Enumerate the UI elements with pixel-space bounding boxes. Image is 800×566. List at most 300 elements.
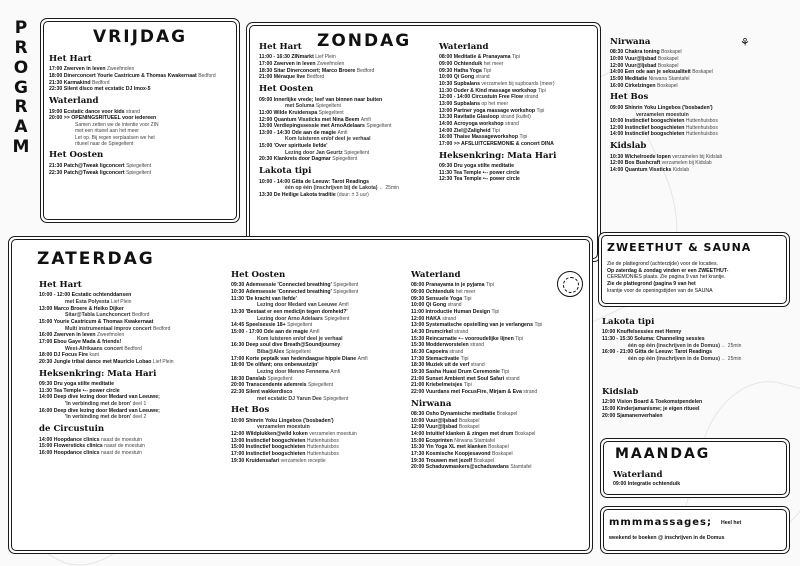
panel-zaterdag <box>8 236 593 554</box>
venue: Boskapel <box>458 417 480 424</box>
venue: Tipi <box>501 368 510 375</box>
venue: strand (kuifel) <box>500 114 531 121</box>
event: Silent disco met ecstatic DJ Imox-5 <box>63 86 151 93</box>
event: Gitta de Leeuw: Tarot Readings <box>634 349 713 356</box>
schedule-row <box>231 438 411 445</box>
location-heading: Het Hart <box>39 281 82 290</box>
event: Muziek uit de verf <box>425 362 470 369</box>
schedule-row <box>259 136 435 143</box>
venue: strand <box>447 302 462 309</box>
time: 18:00 <box>231 362 245 369</box>
event: Lezing door Arno Adelaars <box>257 315 323 322</box>
schedule-row <box>231 424 411 431</box>
event: Knuffelsessies met Henny <box>616 329 682 336</box>
time: 10:00 <box>231 417 245 424</box>
time: 12:00 - 14:00 <box>439 94 471 101</box>
location-heading: Lakota tipi <box>602 318 655 327</box>
time: 14:30 <box>411 329 425 336</box>
panel-massages <box>600 506 790 554</box>
time: 09:00 <box>610 104 624 111</box>
schedule-row <box>231 336 411 343</box>
location-heading: Kidslab <box>610 141 647 152</box>
vrijdag-title: VRIJDAG <box>93 27 188 47</box>
schedule-row <box>39 401 225 408</box>
event: één op één (inschrijven in de Domus) <box>628 356 720 363</box>
event: Kruidensafari <box>245 457 280 464</box>
time: 11:30 <box>439 87 452 94</box>
event: Innerlijke vrede; leef van binnen naar buiten <box>273 96 383 103</box>
time: 14:00 <box>39 436 53 443</box>
zondag-title: ZONDAG <box>317 31 412 51</box>
schedule-row <box>259 74 435 81</box>
time: 19:30 <box>231 457 245 464</box>
schedule-row <box>439 163 599 170</box>
venue: strand <box>470 362 485 369</box>
location-heading: Heksenkring: Mata Hari <box>39 368 157 379</box>
schedule-row <box>411 382 591 389</box>
time: 13:00 - 14:30 <box>259 129 291 136</box>
venue: Tipi <box>515 335 524 342</box>
title-letter: R <box>14 37 28 58</box>
title-letter: P <box>14 18 28 38</box>
schedule-row <box>411 329 591 336</box>
event: Ouder & Kind massage workshop <box>453 87 537 94</box>
event: verzamelen moestuin <box>257 424 310 431</box>
schedule-row <box>411 349 591 356</box>
event: Circustuin Free Flow <box>471 94 523 101</box>
venue: Bedford <box>198 73 216 80</box>
time: 15:00 <box>411 437 425 444</box>
venue: Bedford <box>92 79 110 86</box>
event: Ravitatie Glasloop <box>453 114 499 121</box>
schedule-row <box>259 54 435 61</box>
schedule-row <box>439 101 599 108</box>
venue: Spiegeltent <box>126 162 152 169</box>
event: Ecstatic ochtenddansen <box>71 292 132 299</box>
event: Sensuele Yoga <box>425 295 463 302</box>
event: Tea Temple •-- power circle <box>453 169 520 176</box>
time: 20:00 <box>49 115 63 122</box>
schedule-row <box>610 154 790 161</box>
event: Méraque live <box>273 74 306 81</box>
schedule-row <box>259 110 435 117</box>
time: 10:00 <box>610 118 624 125</box>
schedule-row <box>439 74 599 81</box>
zaterdag-title: ZATERDAG <box>37 249 155 269</box>
schedule-row <box>411 389 591 396</box>
zaterdag-column-2 <box>231 271 411 549</box>
time: 19:30 <box>411 457 425 464</box>
schedule-row <box>602 399 792 406</box>
schedule-row <box>231 289 411 296</box>
schedule-row <box>610 167 790 174</box>
schedule-row <box>411 444 591 451</box>
lakota-column <box>602 318 792 386</box>
event: Chakra toning <box>624 49 660 56</box>
schedule-row <box>231 302 411 309</box>
time: 10:00 - 14:00 <box>259 178 291 185</box>
time: 14:00 <box>39 394 53 401</box>
event: Qi Gong <box>425 302 447 309</box>
zondag-column-1 <box>259 43 435 257</box>
event: Hatha Yoga <box>453 67 482 74</box>
event: Schaduwmaskers@schaduwdans <box>425 464 509 471</box>
event: Quantum Vissticks <box>624 166 672 173</box>
event: Thaise Massageworkshop <box>453 134 519 141</box>
schedule-row <box>439 128 599 135</box>
event: met ecstatic DJ Yarun Dee <box>257 395 322 402</box>
schedule-row <box>610 63 790 70</box>
time: 15:00 <box>610 76 624 83</box>
time: 09:30 <box>439 163 453 170</box>
event: Speelsessie 18+ <box>245 322 286 329</box>
schedule-row <box>39 339 225 346</box>
venue: Spiegeltent <box>315 103 341 110</box>
venue: Tipi <box>534 322 543 329</box>
venue: Tipi <box>463 382 472 389</box>
schedule-row <box>231 342 411 349</box>
time: 15:30 <box>411 444 425 451</box>
venue: strand <box>475 74 490 81</box>
event: Kom luisteren en/of deel je verhaal <box>257 335 343 342</box>
schedule-row <box>610 131 790 138</box>
schedule-row <box>231 329 411 336</box>
venue: (duur: ± 3 uur) <box>337 191 369 198</box>
time: 15:00 - 17:00 <box>231 329 263 336</box>
venue: Tipi <box>463 295 472 302</box>
event: Biba@Alex <box>257 349 285 356</box>
section-note: Let op. Bij regen verplaatsen we het <box>75 134 155 141</box>
schedule-row <box>411 342 591 349</box>
event: Vision Board & Toekomstpendelen <box>616 399 703 406</box>
venue: Huttenhuisbos <box>685 124 718 131</box>
zweethut-line: CEREMONIES plaats. Zie pagina 9 van het krantje. <box>607 274 726 281</box>
time: 11:30 - 15:30 <box>602 336 633 343</box>
venue: verzamelen moestuin <box>309 431 357 438</box>
time: 10:30 <box>231 289 245 296</box>
event: 'De olifant; ons onbewustzijn' <box>245 362 319 369</box>
event: Shinrin Yoku Lingebos ('bosbaden') <box>624 104 713 111</box>
schedule-row <box>411 296 591 303</box>
section-note: Samen zetten we de intentie voor ZIN <box>75 121 159 128</box>
venue: Boskapel <box>473 457 495 464</box>
time: 13:30 <box>231 309 245 316</box>
event: Kriebelmeisjes <box>425 382 463 389</box>
time: 17:00 <box>231 451 245 457</box>
schedule-row <box>411 336 591 343</box>
time: 10:00 <box>411 302 425 309</box>
maandag-title: MAANDAG <box>615 446 711 462</box>
venue: ← 25min <box>721 356 742 363</box>
venue: Tipi <box>536 107 545 114</box>
venue: ← 25min <box>721 342 742 349</box>
venue: het meer <box>455 289 476 296</box>
event: Systematische opstelling van je verlangens <box>425 322 533 329</box>
massages-text: Heel het <box>721 520 742 526</box>
event: West-Afrikaans concert <box>65 345 123 352</box>
schedule-row <box>231 369 411 376</box>
schedule-row <box>610 83 790 90</box>
event: Ecstatic dance voor kids <box>63 108 125 115</box>
schedule-row <box>439 54 599 61</box>
event: Qi Gong <box>453 74 475 81</box>
schedule-row <box>231 431 411 438</box>
schedule-row <box>39 292 225 299</box>
schedule-row <box>231 309 411 316</box>
schedule-row <box>439 170 599 177</box>
event: Instinctief boogschieten <box>245 444 306 451</box>
venue: naast de moestuin <box>101 436 142 443</box>
schedule-row <box>439 94 599 101</box>
event: Instinctief boogschieten <box>624 124 685 131</box>
event: HAKA <box>425 315 441 322</box>
schedule-row <box>39 326 225 333</box>
venue: Zweefmolen <box>97 332 125 339</box>
schedule-row <box>411 431 591 438</box>
venue: Spiegeltent <box>126 169 152 176</box>
schedule-row <box>39 332 225 339</box>
event: Ecoprinten <box>425 437 453 444</box>
schedule-row <box>231 389 411 396</box>
schedule-row <box>411 316 591 323</box>
schedule-row <box>231 362 411 369</box>
time: 13:00 <box>411 322 425 329</box>
location-heading: Waterland <box>439 43 489 52</box>
venue: Spiegeltent <box>323 395 349 402</box>
venue: Amfi <box>330 368 341 375</box>
time: 13:30 <box>439 114 453 121</box>
venue: Huttenhuisbos <box>306 451 339 457</box>
event: Partner yoga massage workshop <box>453 107 536 114</box>
schedule-row <box>602 413 792 420</box>
schedule-row <box>610 125 790 132</box>
event: Dru yoga stilte meditatie <box>53 381 114 388</box>
time: 11:00 <box>259 109 272 116</box>
time: 13:00 <box>231 437 245 444</box>
zweethut-text <box>607 261 787 294</box>
venue: Lief Plein <box>315 54 336 61</box>
schedule-row <box>439 134 599 141</box>
venue: Bedford <box>356 67 375 74</box>
time: 16:00 - 21:00 <box>602 349 634 356</box>
time: 21:00 <box>411 382 425 389</box>
event: Modderworstelen <box>425 342 469 349</box>
event: Zwerven in leven <box>63 66 106 73</box>
venue: Boskapel <box>657 82 678 89</box>
time: 16:00 <box>610 82 624 89</box>
event: Osho Dynamische meditatie <box>425 411 496 418</box>
event: Wildplukken@wild koken <box>245 431 308 438</box>
venue: Boskapel <box>458 424 480 431</box>
venue: Amfi <box>338 302 349 309</box>
venue: strand <box>470 342 485 349</box>
event: Drumcirkel <box>425 329 453 336</box>
venue: strand <box>505 121 519 128</box>
time: 12:00 <box>610 62 624 69</box>
zaterdag-column-3 <box>411 271 591 549</box>
time: 15:30 <box>411 335 425 342</box>
venue: op het meer <box>481 101 509 108</box>
time: 10:30 <box>439 81 453 88</box>
event: Quantum Vissticks met Nina Beem <box>273 116 360 123</box>
schedule-row <box>610 118 790 125</box>
event: Kinderjamanisme; je eigen ritueel <box>616 406 700 413</box>
venue: Tipi <box>460 355 469 362</box>
schedule-row <box>49 109 237 116</box>
event: Meditatie <box>624 76 648 83</box>
event: één op één (inschrijven in de Domus) <box>628 342 720 349</box>
time: 09:30 <box>411 295 425 302</box>
event: 'Bestaat er een medicijn tegen domheid?' <box>245 309 348 316</box>
location-heading: Waterland <box>49 96 99 107</box>
location-heading: Het Bos <box>610 92 649 103</box>
time: 14:00 <box>439 121 453 128</box>
venue: naast de moestuin <box>101 449 142 456</box>
time: 10:00 <box>610 56 624 63</box>
event: Soluma: Channeling sessies <box>634 336 705 343</box>
event: 'In verbinding met de bron' <box>65 401 132 408</box>
event: Ziel@Zaligheid <box>453 127 491 134</box>
massages-title: mmmmassages; <box>609 517 712 528</box>
venue: deel 1 <box>132 401 147 408</box>
event: Deep dive lezing door Medard van Leeuwe; <box>53 407 160 414</box>
venue: kant <box>89 352 99 359</box>
event: DJ Focus Fire <box>53 352 89 359</box>
section-note: ritueel naar de Spiegeltent <box>75 141 134 148</box>
schedule-row <box>39 319 225 326</box>
time: 12:30 <box>439 176 453 183</box>
time: 11:30 <box>231 295 244 302</box>
schedule-row <box>439 114 599 121</box>
schedule-row <box>610 49 790 56</box>
venue: Spiegeltent <box>287 322 313 329</box>
maandag-row <box>613 481 680 488</box>
venue: Amfi <box>360 116 371 123</box>
schedule-row <box>411 464 591 471</box>
schedule-row <box>39 388 225 395</box>
event: Vuur@Ijsbad <box>624 62 657 69</box>
schedule-row <box>49 163 237 170</box>
time: 16:00 <box>39 332 53 339</box>
venue: strand <box>523 388 538 395</box>
event: Yourie Castricum & Thomas Kwakernaat <box>53 319 154 326</box>
time: 15:00 <box>259 143 273 150</box>
time: 14:00 <box>610 69 624 76</box>
event: Multi instrumentaal improv concert <box>65 325 152 332</box>
venue: Boskapel <box>514 431 536 438</box>
schedule-row <box>411 438 591 445</box>
event: Integratie ochtenduik <box>627 481 681 487</box>
schedule-row <box>39 450 225 457</box>
schedule-row <box>231 418 411 425</box>
location-heading: Nirwana <box>411 398 452 409</box>
time: 09:30 <box>39 381 53 388</box>
location-heading: Het Oosten <box>259 84 314 95</box>
venue: Spiegeltent <box>285 349 311 356</box>
time: 09:00 <box>259 96 273 103</box>
venue: strand <box>442 315 457 322</box>
time: 21:30 <box>49 162 63 169</box>
event: Hoopdance clinics <box>53 449 100 456</box>
event: Vuur@Ijsbad <box>425 424 458 431</box>
time: 12:00 <box>610 124 624 131</box>
schedule-row <box>259 117 435 124</box>
time: 14:00 <box>610 131 624 138</box>
time: 12:00 <box>602 399 616 406</box>
event: Instinctief boogschieten <box>624 131 685 138</box>
zondag-column-2 <box>439 43 599 257</box>
event: Zwerven in leven <box>273 61 316 68</box>
massages-text: weekend te boeken @ inschrijven in de Domus <box>609 535 725 541</box>
venue: Amfi <box>337 129 348 136</box>
time: 17:00 <box>49 66 63 73</box>
time: 21:00 <box>411 375 425 382</box>
event: Wilde Kruidenspa <box>273 109 318 116</box>
schedule-row <box>39 381 225 388</box>
time: 21:30 <box>49 79 63 86</box>
schedule-row <box>411 424 591 431</box>
schedule-row <box>602 343 792 350</box>
time: 08:30 <box>610 49 624 56</box>
location-heading: Het Oosten <box>231 271 286 280</box>
panel-maandag <box>600 438 790 498</box>
time: 10:00 <box>602 329 616 336</box>
schedule-row <box>602 406 792 413</box>
schedule-row <box>610 160 790 167</box>
time: 18:30 <box>411 362 425 369</box>
time: 15:30 <box>411 342 425 349</box>
event: Instinctief boogschieten <box>245 437 306 444</box>
location-heading: de Circustuin <box>39 424 105 435</box>
time: 16:00 <box>39 407 53 414</box>
venue: strand <box>449 349 464 356</box>
venue: Huttenhuisbos <box>685 131 718 138</box>
event: Kom luisteren en/of deel je verhaal <box>285 136 371 143</box>
event: Karmakind <box>63 79 91 86</box>
schedule-row <box>231 296 411 303</box>
schedule-row <box>259 150 435 157</box>
time: 22:30 <box>49 169 63 176</box>
event: Lezing door Menno Fennema <box>257 368 329 375</box>
schedule-row <box>39 359 225 366</box>
schedule-row <box>411 356 591 363</box>
event: Instinctief boogschieten <box>245 451 306 457</box>
venue: Boskapel <box>488 444 509 451</box>
time: 10:00 <box>411 417 425 424</box>
venue: strand <box>126 108 140 115</box>
time: 14:00 <box>610 166 624 173</box>
location-heading: Kidslab <box>602 388 639 397</box>
zondag-column-3 <box>610 38 790 252</box>
venue: Huttenhuisbos <box>306 444 339 451</box>
time: 11:30 <box>439 169 452 176</box>
title-letter: G <box>14 77 28 98</box>
zweethut-line: Zie de plattegrond (achterzijde) voor de locaties. <box>607 261 719 267</box>
venue: Spiegeltent <box>333 282 359 289</box>
kidslab-column <box>602 388 792 432</box>
time: 09:00 <box>613 481 627 487</box>
time: 18:30 <box>231 375 245 382</box>
schedule-row <box>411 369 591 376</box>
panel-vrijdag <box>40 18 240 223</box>
event: Reincarnatie •-- vooroudelijke lijnen <box>425 335 514 342</box>
panel-zondag <box>246 22 601 262</box>
schedule-row <box>259 61 435 68</box>
event: 'Over spirituele liefde' <box>273 143 328 150</box>
event: 'De kracht van liefde' <box>245 295 297 302</box>
title-letter: R <box>14 97 28 118</box>
venue: Spiegeltent <box>344 149 370 156</box>
